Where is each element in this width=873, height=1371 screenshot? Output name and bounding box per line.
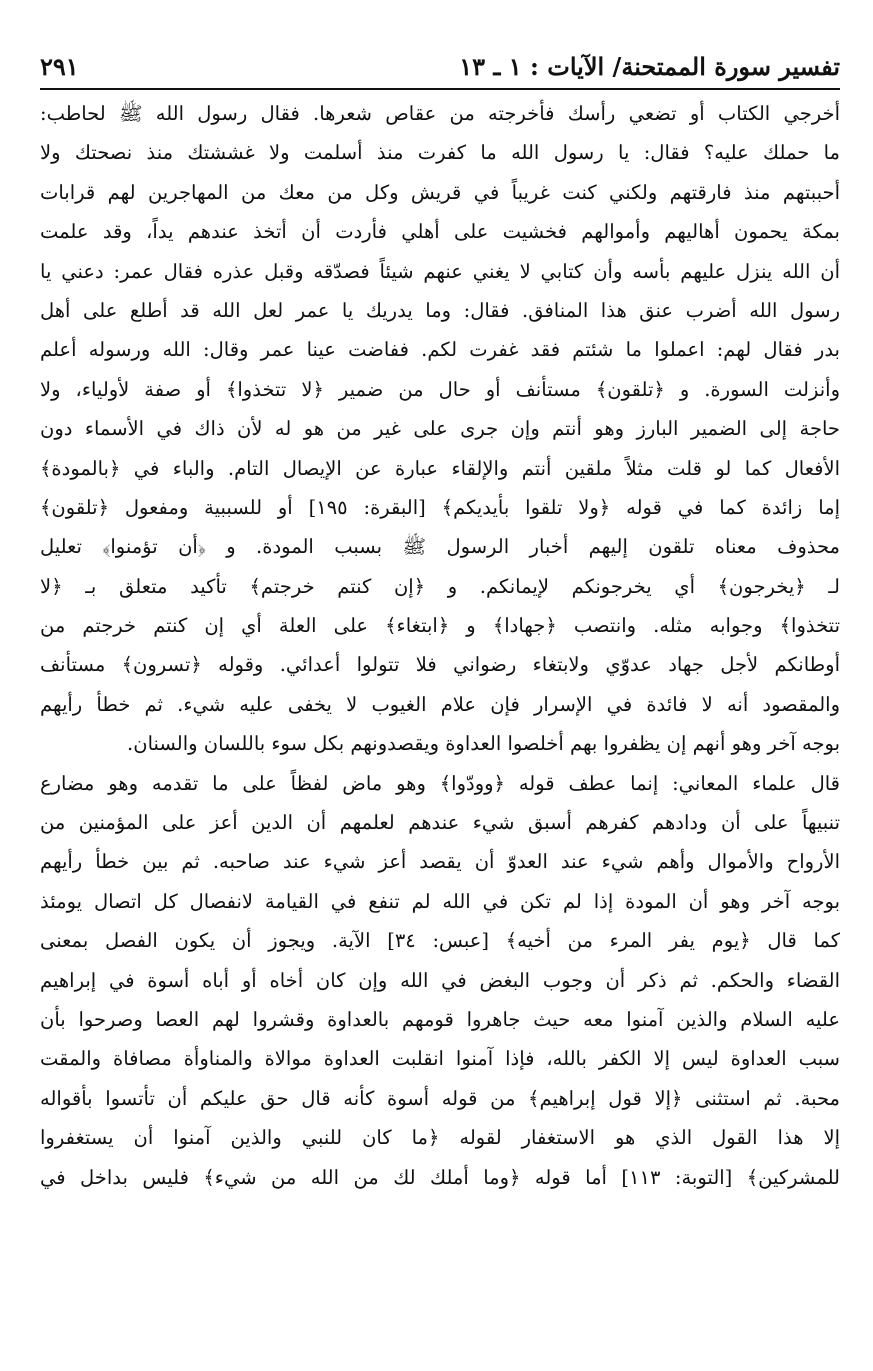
- text-line: أوطانكم لأجل جهاد عدوّي ولابتغاء رضواني فلا تتولوا أعدائي. وقوله ﴿تسرون﴾ مستأنف: [40, 653, 840, 677]
- page-number: ٢٩١: [40, 52, 79, 81]
- text-line: أخرجي الكتاب أو تضعي رأسك فأخرجته من عقاص شعرها. فقال رسول الله ﷺ لحاطب:: [40, 102, 840, 125]
- text-line: والمقصود أنه لا فائدة في الإسرار فإن علام الغيوب لا يخفى عليه شيء. ثم خطأ رأيهم: [40, 692, 840, 716]
- text-line: بدر فقال لهم: اعملوا ما شئتم فقد غفرت لكم. ففاضت عينا عمر وقال: الله ورسوله أعلم: [40, 338, 840, 362]
- text-line: بوجه آخر وهو أنهم إن يظفروا بهم أخلصوا العداوة ويقصدونهم بكل سوء باللسان والسنان.: [127, 732, 840, 756]
- text-line: تتخذوا﴾ وجوابه مثله. وانتصب ﴿جهادا﴾ و ﴿ابتغاء﴾ على العلة أي إن كنتم خرجتم من: [40, 614, 840, 638]
- text-line: ما حملك عليه؟ فقال: يا رسول الله ما كفرت منذ أسلمت ولا غششتك منذ نصحتك ولا: [40, 141, 840, 165]
- text-line: وأنزلت السورة. و ﴿تلقون﴾ مستأنف أو حال من ضمير ﴿لا تتخذوا﴾ أو صفة لأولياء، ولا: [40, 377, 840, 401]
- text-line: سبب العداوة ليس إلا الكفر بالله، فإذا آمنوا انقلبت العداوة موالاة والمناوأة مصافاة والمقت: [40, 1047, 840, 1071]
- header-rule: [40, 88, 840, 90]
- text-line: الأفعال كما لو قلت مثلاً ملقين أنتم والإلقاء عبارة عن الإيصال التام. والباء في ﴿بالمودة﴾: [40, 456, 840, 480]
- text-line: الأرواح والأموال وأهم شيء عند العدوّ أن يقصد أعز شيء عند صاحبه. ثم بين خطأ رأيهم: [40, 850, 840, 874]
- text-line: محذوف معناه تلقون إليهم أخبار الرسول ﷺ بسبب المودة. و ﴿أن تؤمنوا﴾ تعليل: [40, 535, 840, 559]
- text-line: قال علماء المعاني: إنما عطف قوله ﴿وودّوا﴾ وهو ماض لفظاً على ما تقدمه وهو مضارع: [40, 771, 840, 795]
- text-line: بوجه آخر وهو أن المودة إذا لم تكن في الله لم تنفع في القيامة لانفصال كل اتصال يومئذ: [40, 889, 840, 913]
- text-line: حاجة إلى الضمير البارز وهو أنتم وإن جرى على غير من هو له لأن ذاك في الأسماء دون: [40, 417, 840, 441]
- running-title: تفسير سورة الممتحنة/ الآيات : ١ ـ ١٣: [459, 52, 840, 81]
- body-text: [40, 94, 840, 1197]
- text-line: إلا هذا القول الذي هو الاستغفار لقوله ﴿ما كان للنبي والذين آمنوا أن يستغفروا: [40, 1126, 840, 1150]
- text-line: أن الله ينزل عليهم بأسه وأن كتابي لا يغني عنهم شيئاً فصدّقه وقبل عذره فقال عمر: دعني يا: [40, 259, 840, 283]
- text-line: للمشركين﴾ [التوبة: ١١٣] أما قوله ﴿وما أملك لك من الله من شيء﴾ فليس بداخل في: [40, 1165, 840, 1189]
- text-line: بمكة يحمون أهاليهم وأموالهم فخشيت على أهلي فأردت أن أتخذ عندهم يداً، وقد علمت: [40, 220, 840, 244]
- text-line: كما قال ﴿يوم يفر المرء من أخيه﴾ [عبس: ٣٤] الآية. ويجوز أن يكون الفصل بمعنى: [40, 929, 840, 953]
- text-line: إما زائدة كما في قوله ﴿ولا تلقوا بأيديكم﴾ [البقرة: ١٩٥] أو للسببية ومفعول ﴿تلقون﴾: [40, 495, 840, 519]
- text-line: تنبيهاً على أن ودادهم كفرهم أسبق شيء عندهم لعلمهم أن الدين أعز على المؤمنين من: [40, 811, 840, 835]
- text-line: عليه السلام والذين آمنوا معه حيث جاهروا قومهم بالعداوة وقشروا لهم العصا وصرحوا بأن: [40, 1007, 840, 1031]
- text-line: القضاء والحكم. ثم ذكر أن وجوب البغض في الله وإن كان أخاه أو أباه أسوة في إبراهيم: [40, 968, 840, 992]
- text-line: رسول الله أضرب عنق هذا المنافق. فقال: وما يدريك يا عمر لعل الله قد أطلع على أهل: [40, 298, 840, 322]
- text-line: أحببتهم منذ فارقتهم ولكني كنت غريباً في قريش وكل من معك من المهاجرين لهم قرابات: [40, 180, 840, 204]
- page-header: [40, 50, 840, 86]
- text-line: محبة. ثم استثنى ﴿إلا قول إبراهيم﴾ من قوله أسوة كأنه قال حق عليكم أن تأتسوا بأقواله: [40, 1086, 840, 1110]
- text-line: لـ ﴿يخرجون﴾ أي يخرجونكم لإيمانكم. و ﴿إن كنتم خرجتم﴾ تأكيد متعلق بـ ﴿لا: [40, 574, 840, 598]
